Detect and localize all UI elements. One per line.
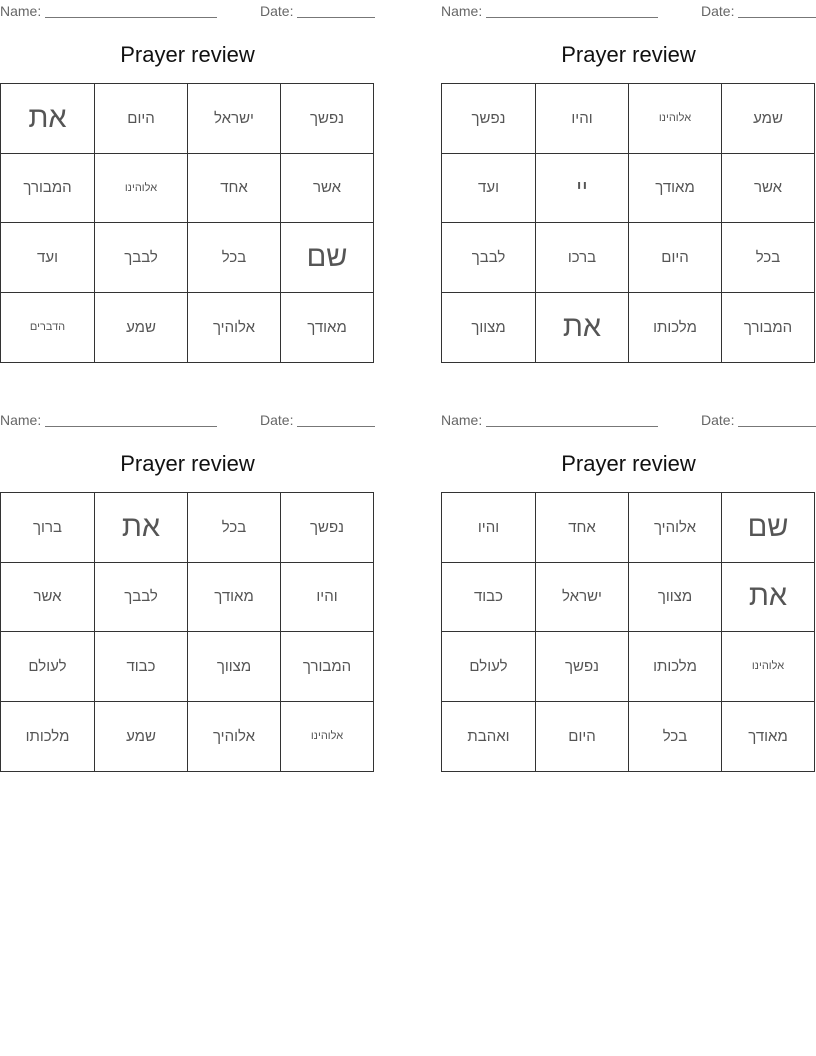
bingo-card	[441, 409, 816, 789]
bingo-card	[0, 409, 375, 789]
date-blank-line[interactable]	[738, 426, 816, 427]
bingo-cell: המבורך	[1, 154, 94, 224]
name-blank-line[interactable]	[45, 426, 217, 427]
card-title: Prayer review	[561, 451, 696, 476]
bingo-cell: נפשך	[442, 84, 535, 154]
bingo-cell: אשר	[280, 154, 373, 224]
bingo-cell: לעולם	[1, 632, 94, 702]
bingo-cell: הדברים	[29, 321, 66, 334]
bingo-cell: והיו	[535, 84, 628, 154]
bingo-cell: את	[535, 293, 628, 363]
name-blank-line[interactable]	[486, 17, 658, 18]
bingo-cell: היום	[94, 84, 187, 154]
date-label: Date:	[260, 3, 294, 19]
date-label: Date:	[701, 3, 735, 19]
name-date-row	[441, 412, 816, 428]
bingo-cell: את	[1, 84, 94, 154]
bingo-cell: ועד	[1, 223, 94, 293]
bingo-cell: שם	[721, 493, 814, 563]
bingo-cell: היום	[535, 702, 628, 772]
name-label: Name:	[0, 412, 42, 428]
bingo-cell: לבבך	[94, 563, 187, 633]
bingo-cell: בכל	[187, 493, 280, 563]
bingo-cell: לעולם	[442, 632, 535, 702]
bingo-cell: יי	[535, 154, 628, 224]
card-title: Prayer review	[120, 451, 255, 476]
date-blank-line[interactable]	[297, 17, 375, 18]
bingo-cell: אלוהינו	[280, 702, 373, 772]
bingo-cell: נפשך	[280, 493, 373, 563]
date-label: Date:	[701, 412, 735, 428]
bingo-cell: אלוהיך	[187, 702, 280, 772]
name-label: Name:	[0, 3, 42, 19]
bingo-cell: מלכותו	[628, 632, 721, 702]
bingo-cell: המבורך	[721, 293, 814, 363]
date-label: Date:	[260, 412, 294, 428]
bingo-cell: מצווך	[471, 318, 506, 336]
name-date-row	[0, 3, 375, 19]
bingo-cell: ברוך	[1, 493, 94, 563]
bingo-cell: מצווך	[187, 632, 280, 702]
bingo-cell: היום	[628, 223, 721, 293]
bingo-cell: אלוהיך	[187, 293, 280, 363]
bingo-cell: מאודך	[721, 702, 814, 772]
bingo-cell: שמע	[94, 702, 187, 772]
bingo-grid	[441, 492, 815, 772]
bingo-cell: אלוהינו	[721, 632, 814, 702]
bingo-cell: מאודך	[280, 293, 373, 363]
name-label: Name:	[441, 3, 483, 19]
bingo-cell: ישראל	[187, 84, 280, 154]
bingo-cell: בכל	[187, 223, 280, 293]
bingo-cell: ואהבת	[467, 727, 510, 745]
bingo-grid	[0, 492, 374, 772]
date-blank-line[interactable]	[738, 17, 816, 18]
bingo-cell: אשר	[1, 563, 94, 633]
bingo-cell: לבבך	[94, 223, 187, 293]
bingo-cell: שם	[280, 223, 373, 293]
name-blank-line[interactable]	[486, 426, 658, 427]
bingo-cell: את	[94, 493, 187, 563]
bingo-cell: נפשך	[535, 632, 628, 702]
card-title: Prayer review	[120, 42, 255, 67]
bingo-cell: ישראל	[535, 563, 628, 633]
bingo-cell: בכל	[628, 702, 721, 772]
bingo-cell: והיו	[280, 563, 373, 633]
bingo-grid	[0, 83, 374, 363]
bingo-grid	[441, 83, 815, 363]
bingo-cell: מלכותו	[25, 727, 70, 745]
bingo-cell: אחד	[535, 493, 628, 563]
name-label: Name:	[441, 412, 483, 428]
bingo-cell: המבורך	[280, 632, 373, 702]
bingo-card	[0, 0, 375, 380]
name-date-row	[0, 412, 375, 428]
card-title: Prayer review	[561, 42, 696, 67]
bingo-cell: בכל	[721, 223, 814, 293]
date-blank-line[interactable]	[297, 426, 375, 427]
bingo-cell: אשר	[721, 154, 814, 224]
bingo-cell: אלוהינו	[94, 154, 187, 224]
bingo-cell: נפשך	[280, 84, 373, 154]
bingo-cell: שמע	[94, 293, 187, 363]
bingo-cell: מאודך	[187, 563, 280, 633]
bingo-cell: את	[721, 563, 814, 633]
bingo-cell: והיו	[442, 493, 535, 563]
bingo-cell: אלוהיך	[628, 493, 721, 563]
bingo-cell: מלכותו	[628, 293, 721, 363]
bingo-cell: מאודך	[628, 154, 721, 224]
bingo-cell: כבוד	[94, 632, 187, 702]
bingo-cell: אלוהינו	[628, 84, 721, 154]
bingo-cell: לבבך	[442, 223, 535, 293]
bingo-cell: שמע	[721, 84, 814, 154]
bingo-card	[441, 0, 816, 380]
bingo-cell: כבוד	[442, 563, 535, 633]
name-blank-line[interactable]	[45, 17, 217, 18]
name-date-row	[441, 3, 816, 19]
bingo-cell: ברכו	[535, 223, 628, 293]
bingo-cell: ועד	[442, 154, 535, 224]
bingo-cell: אחד	[187, 154, 280, 224]
bingo-cell: מצווך	[628, 563, 721, 633]
